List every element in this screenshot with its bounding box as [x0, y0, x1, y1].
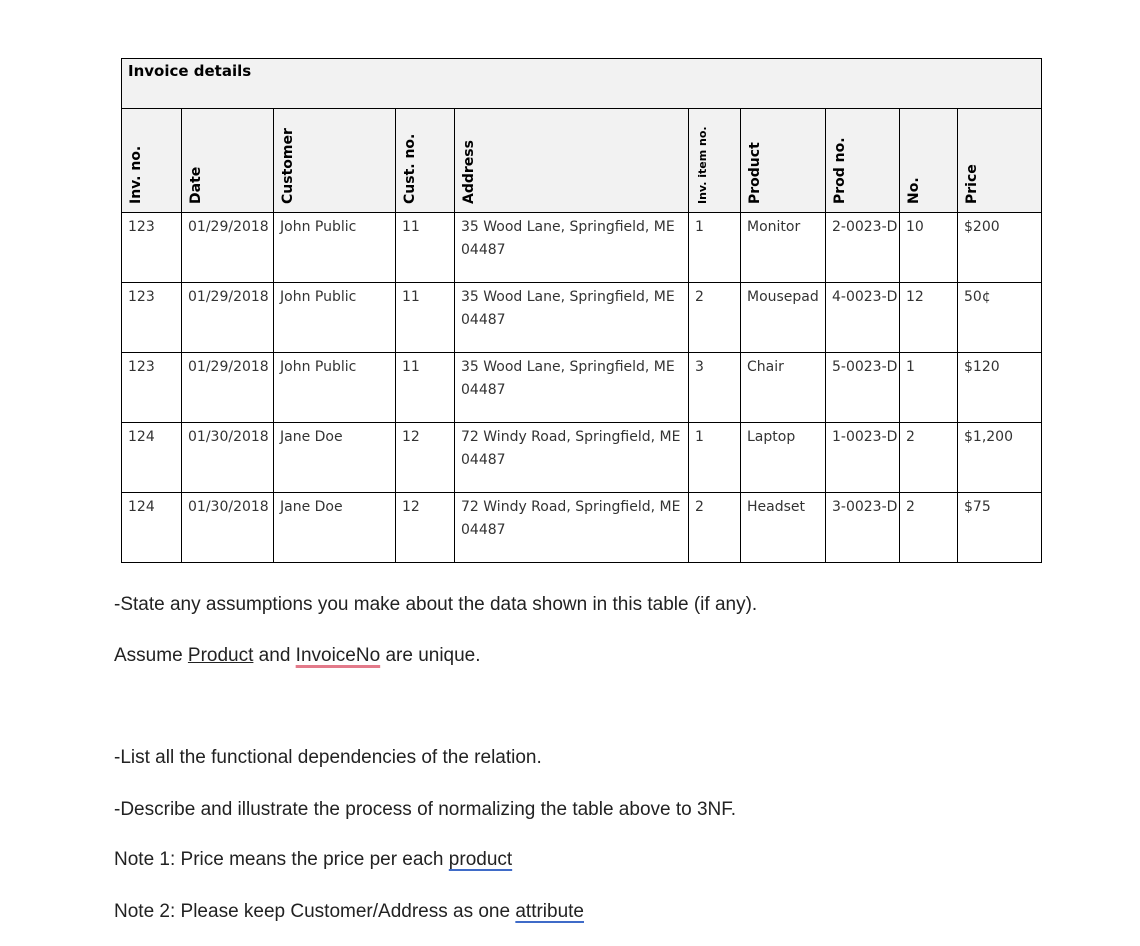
cell-date: 01/30/2018	[182, 493, 274, 563]
cell-inv-no: 124	[122, 423, 182, 493]
cell-no: 2	[900, 493, 958, 563]
table-title-row	[122, 59, 1042, 109]
cell-price: 50¢	[958, 283, 1042, 353]
cell-address: 35 Wood Lane, Springfield, ME 04487	[455, 353, 689, 423]
cell-customer: Jane Doe	[274, 423, 396, 493]
assumption-invoiceno: InvoiceNo	[295, 645, 381, 666]
cell-inv-no: 123	[122, 283, 182, 353]
cell-inv-item-no: 1	[689, 423, 741, 493]
cell-prod-no: 2-0023-D	[826, 213, 900, 283]
cell-price: $120	[958, 353, 1042, 423]
header-date: Date	[182, 109, 274, 213]
cell-customer: John Public	[274, 283, 396, 353]
cell-prod-no: 5-0023-D	[826, 353, 900, 423]
cell-inv-item-no: 1	[689, 213, 741, 283]
cell-price: $200	[958, 213, 1042, 283]
header-inv-no: Inv. no.	[122, 109, 182, 213]
cell-cust-no: 12	[396, 493, 455, 563]
header-product: Product	[741, 109, 826, 213]
cell-inv-item-no: 2	[689, 283, 741, 353]
cell-inv-no: 124	[122, 493, 182, 563]
cell-product: Monitor	[741, 213, 826, 283]
table-title: Invoice details	[128, 62, 252, 80]
note-1: Note 1: Price means the price per each product	[114, 849, 513, 870]
cell-customer: Jane Doe	[274, 493, 396, 563]
cell-address: 35 Wood Lane, Springfield, ME 04487	[455, 283, 689, 353]
header-price: Price	[958, 109, 1042, 213]
cell-date: 01/29/2018	[182, 283, 274, 353]
cell-price: $1,200	[958, 423, 1042, 493]
note-1-product: product	[448, 849, 513, 870]
table-row	[122, 213, 1042, 283]
question-normalize-3nf: -Describe and illustrate the process of normalizing the table above to 3NF.	[114, 799, 737, 820]
cell-cust-no: 12	[396, 423, 455, 493]
table-header-row	[122, 109, 1042, 213]
cell-date: 01/29/2018	[182, 353, 274, 423]
cell-no: 10	[900, 213, 958, 283]
cell-inv-no: 123	[122, 213, 182, 283]
cell-inv-item-no: 2	[689, 493, 741, 563]
cell-inv-no: 123	[122, 353, 182, 423]
cell-prod-no: 3-0023-D	[826, 493, 900, 563]
cell-no: 2	[900, 423, 958, 493]
cell-customer: John Public	[274, 213, 396, 283]
cell-no: 1	[900, 353, 958, 423]
table-row	[122, 283, 1042, 353]
header-inv-item-no: Inv. item no.	[689, 109, 741, 213]
cell-product: Mousepad	[741, 283, 826, 353]
table-row	[122, 493, 1042, 563]
header-customer: Customer	[274, 109, 396, 213]
cell-date: 01/29/2018	[182, 213, 274, 283]
invoice-table-body	[122, 59, 1042, 563]
cell-cust-no: 11	[396, 353, 455, 423]
cell-product: Headset	[741, 493, 826, 563]
cell-price: $75	[958, 493, 1042, 563]
invoice-table	[121, 58, 1042, 563]
table-row	[122, 423, 1042, 493]
cell-no: 12	[900, 283, 958, 353]
cell-inv-item-no: 3	[689, 353, 741, 423]
header-prod-no: Prod no.	[826, 109, 900, 213]
cell-product: Laptop	[741, 423, 826, 493]
note-2: Note 2: Please keep Customer/Address as one attribute	[114, 901, 584, 922]
question-functional-dependencies: -List all the functional dependencies of the relation.	[114, 747, 542, 768]
header-no: No.	[900, 109, 958, 213]
cell-prod-no: 4-0023-D	[826, 283, 900, 353]
cell-product: Chair	[741, 353, 826, 423]
header-cust-no: Cust. no.	[396, 109, 455, 213]
cell-date: 01/30/2018	[182, 423, 274, 493]
cell-cust-no: 11	[396, 283, 455, 353]
cell-cust-no: 11	[396, 213, 455, 283]
cell-address: 72 Windy Road, Springfield, ME 04487	[455, 423, 689, 493]
assumption-text: Assume Product and InvoiceNo are unique.	[114, 645, 481, 666]
table-title-cell	[122, 59, 1042, 109]
cell-address: 72 Windy Road, Springfield, ME 04487	[455, 493, 689, 563]
note-2-attribute: attribute	[515, 901, 584, 922]
cell-address: 35 Wood Lane, Springfield, ME 04487	[455, 213, 689, 283]
table-row	[122, 353, 1042, 423]
header-address: Address	[455, 109, 689, 213]
assumption-product: Product	[187, 645, 254, 666]
cell-customer: John Public	[274, 353, 396, 423]
cell-prod-no: 1-0023-D	[826, 423, 900, 493]
question-assumptions: -State any assumptions you make about the data shown in this table (if any).	[114, 594, 758, 615]
